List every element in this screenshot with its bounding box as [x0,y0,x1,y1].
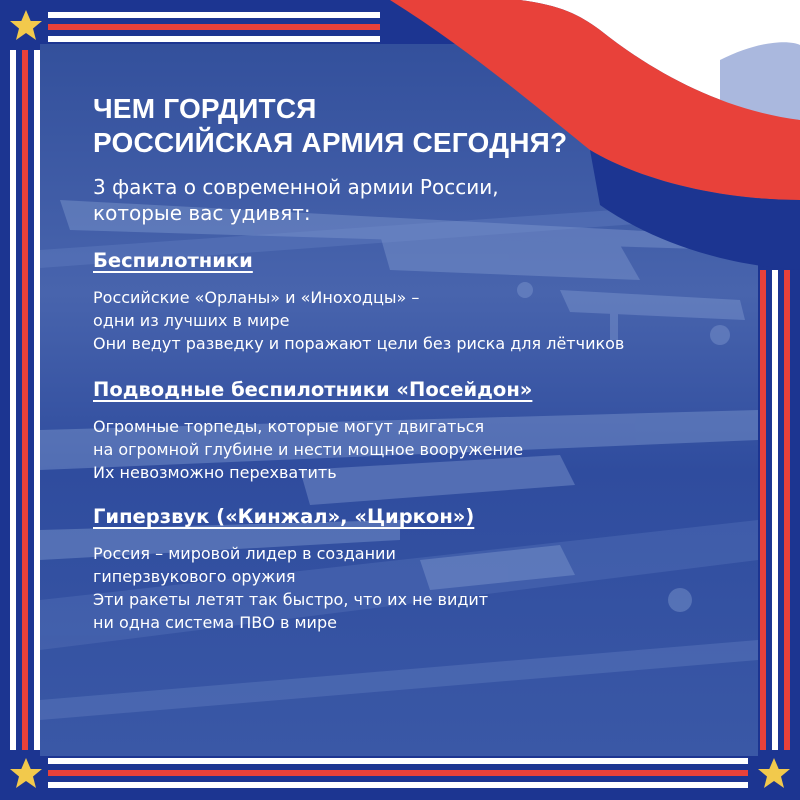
section-text [93,415,743,484]
section-poseidon [93,377,743,484]
text-line: Россия – мировой лидер в создании [93,544,396,563]
section-heading: Гиперзвук («Кинжал», «Циркон») [93,505,475,528]
bottom-stripe-white-2 [48,782,748,788]
text-line: Эти ракеты летят так быстро, что их не видит [93,590,489,609]
text-line: Их невозможно перехватить [93,463,337,482]
content [93,92,743,634]
title-line-1: ЧЕМ ГОРДИТСЯ [93,93,317,124]
text-line: одни из лучших в мире [93,311,290,330]
top-stripe-white [48,12,380,18]
text-line: гиперзвукового оружия [93,567,296,586]
text-line: Огромные торпеды, которые могут двигаться [93,417,485,436]
text-line: Российские «Орланы» и «Иноходцы» – [93,288,420,307]
bottom-stripe-white [48,758,748,764]
title-line-2: РОССИЙСКАЯ АРМИЯ СЕГОДНЯ? [93,127,568,158]
right-stripe-white [772,270,778,750]
section-drones [93,248,743,355]
section-heading: Беспилотники [93,249,253,272]
bottom-stripe-red [48,770,748,776]
subtitle-line-1: 3 факта о современной армии России, [93,175,499,199]
text-line: ни одна система ПВО в мире [93,613,337,632]
text-line: на огромной глубине и нести мощное вооружение [93,440,524,459]
subtitle [93,174,743,226]
section-text [93,542,743,634]
section-heading: Подводные беспилотники «Посейдон» [93,378,533,401]
left-stripe-white-2 [34,50,40,750]
text-line: Они ведут разведку и поражают цели без риска для лётчиков [93,334,625,353]
section-hypersonic [93,504,743,634]
right-stripe-red [760,270,766,750]
left-stripe-red [22,50,28,750]
top-stripe-white-2 [48,36,380,42]
page-title [93,92,743,160]
top-stripe-red-1 [48,24,380,30]
left-stripe-white [10,50,16,750]
subtitle-line-2: которые вас удивят: [93,201,311,225]
right-stripe-red-2 [784,270,790,750]
section-text [93,286,743,355]
